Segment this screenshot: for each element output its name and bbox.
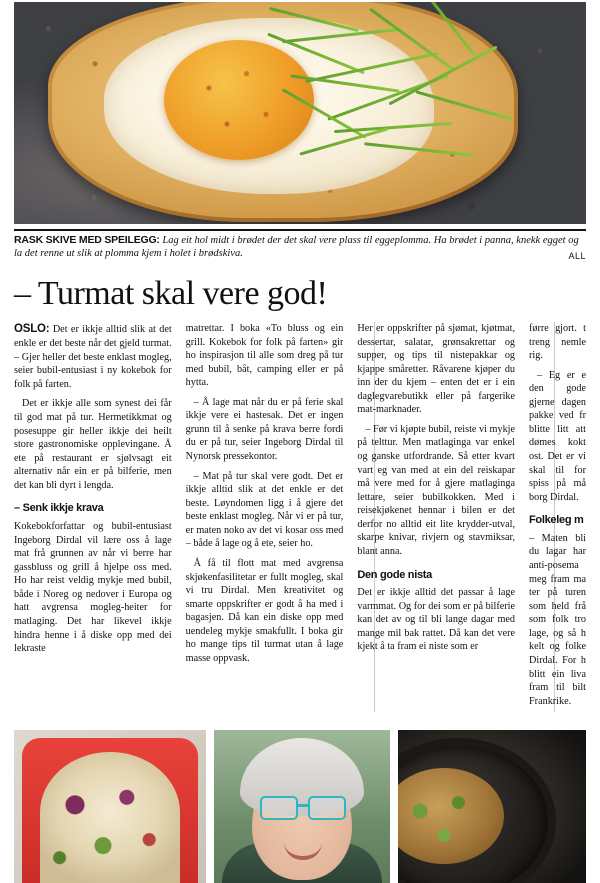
article-column-1 bbox=[14, 322, 172, 712]
pan-herbs bbox=[398, 768, 504, 864]
caption-text: Lag eit hol midt i brødet der det skal vere plass til eggeplomma. Ha brødet i panna, knekk egget og la det renne ut slik at plomma kjem i holet i brødskiva. bbox=[14, 235, 579, 260]
paragraph: Her er oppskrifter på sjømat, kjøtmat, dessertar, salatar, grønsakrettar og supper, og tips til nistepakkar og kjappe småretter. Råvarene kjøper du inn der du kjem – enten det er i ein daglegvarebutikk eller på fargerike mat-marknader. bbox=[357, 322, 516, 416]
paragraph bbox=[14, 322, 172, 392]
glasses-icon bbox=[260, 796, 346, 816]
paragraph: Å få til flott mat med avgrensa skjøkenfasilitetar er fullt mogleg, skal vi tru Dirdal. Men kreativitet og smarte oppskrifter er godt å ha med i bagasjen. Då kan ein diske opp med uendeleg mykje smakfullt. I boka gir ho mange tips til turmat utan å lage masse oppvask. bbox=[185, 557, 344, 664]
bowl-contents bbox=[40, 752, 180, 883]
red-bowl bbox=[22, 738, 198, 883]
article-column-3 bbox=[357, 322, 515, 712]
paragraph-text: Det er ikkje alltid slik at det enkle er det beste når det gjeld turmat. – Gjer heller det beste enklast mogleg, seier bubil-entusiast i ny kokebok for folk på farten. bbox=[14, 323, 172, 390]
photo-portrait bbox=[214, 730, 390, 883]
paragraph: – Før vi kjøpte bubil, reiste vi mykje på telttur. Men matlaginga var enkel og ganske utfordrande. Så etter kvart vart eg van med at ein del reiskapar må vere med for å gjere matlaginga lettare, seier bubilkokken. Med i reisekjøkenet hennar i bilen er det derfor no alltid eit lite krydder-utval, skarpe knivar, rivjern og stavmiksar, blant anna. bbox=[357, 423, 516, 557]
paragraph: – Maten bli du lagar har anti-posema meg fram ma ter på turen som held frå som folk tro lage, og så h kelt og folke Dirdal. For h blitt ein liva fram til bilt Frankrike. bbox=[529, 532, 586, 707]
paragraph: førre gjort. t treng nemle rig. bbox=[529, 322, 586, 362]
article-column-4 bbox=[529, 322, 586, 712]
paragraph: – Å lage mat når du er på ferie skal ikkje vere ei hastesak. Det er ingen grunn til å senke på krava berre fordi du er på tur, seier Ingeborg Dirdal til Nynorsk pressekontor. bbox=[185, 396, 344, 462]
photo-cast-iron-pan bbox=[398, 730, 586, 883]
paragraph: Det er ikkje alltid det passar å lage varmmat. Og for dei som er på bilferie kan det av og til bli lange dagar med mange mil bak rattet. Då kan det vere kjekt å ta fram ei niste som er bbox=[357, 587, 516, 653]
newspaper-page bbox=[0, 2, 600, 883]
paragraph: Det er ikkje alle som synest dei får til god mat på tur. Hermetikkmat og posesuppe gir heller ikkje dei heilt store gastronomiske opplevingane. Å ete på restaurant er sjølvsagt eit alternativ når ein er på bilferie, men det kan bli dyrt i lengda. bbox=[14, 398, 172, 491]
subheading: – Senk ikkje krava bbox=[14, 502, 104, 515]
photo-credit: ALL bbox=[568, 251, 586, 261]
photo-pasta-salad bbox=[14, 730, 206, 883]
paragraph: – Eg er e den gode gjerne dagen pakke ved fr blitte litt att dømes kokt ost. Det er vi skal til for spiss på må borg Dirdal. bbox=[529, 369, 586, 503]
paragraph: Kokebokforfattar og bubil-entusiast Ingeborg Dirdal vil lære oss å lage mat frå grunnen av når vi berre har gassbluss og grill å hjelpe oss med. Ho har reist veldig mykje med bubil, både i Noreg og nedover i Europa og hatt avgrensa mogleg-heiter for matlaging. Det har likevel ikkje hindra henne i å diske opp med dei lekraste bbox=[14, 521, 172, 655]
subheading: Den gode nista bbox=[357, 568, 432, 581]
paragraph: – Mat på tur skal vere godt. Det er ikkje alltid slik at det enkle er det beste. Løyndomen ligg i å gjere det beste enklast mogleg. Når vi er på tur, er maten noko av det vi kosar oss med – både å lage og å ete, seier ho. bbox=[185, 470, 344, 550]
photo-caption bbox=[14, 229, 586, 260]
dateline: OSLO: bbox=[14, 322, 50, 335]
chives-garnish bbox=[264, 8, 524, 168]
hero-photo bbox=[14, 2, 586, 224]
pan-food bbox=[398, 768, 504, 864]
salad-ingredients bbox=[40, 752, 180, 883]
article-body bbox=[14, 322, 586, 712]
caption-lead: RASK SKIVE MED SPEILEGG: bbox=[14, 234, 160, 246]
paragraph: matrettar. I boka «To bluss og ein grill. Kokebok for folk på farten» gir ho inspirasjon til alle som dreg på tur med bubil, båt, camping eller er på hytta. bbox=[185, 322, 344, 389]
article-column-2 bbox=[186, 322, 344, 712]
subheading: Folkeleg m bbox=[529, 514, 584, 527]
page-title: – Turmat skal vere god! bbox=[14, 275, 328, 313]
bottom-photo-strip bbox=[14, 730, 586, 883]
